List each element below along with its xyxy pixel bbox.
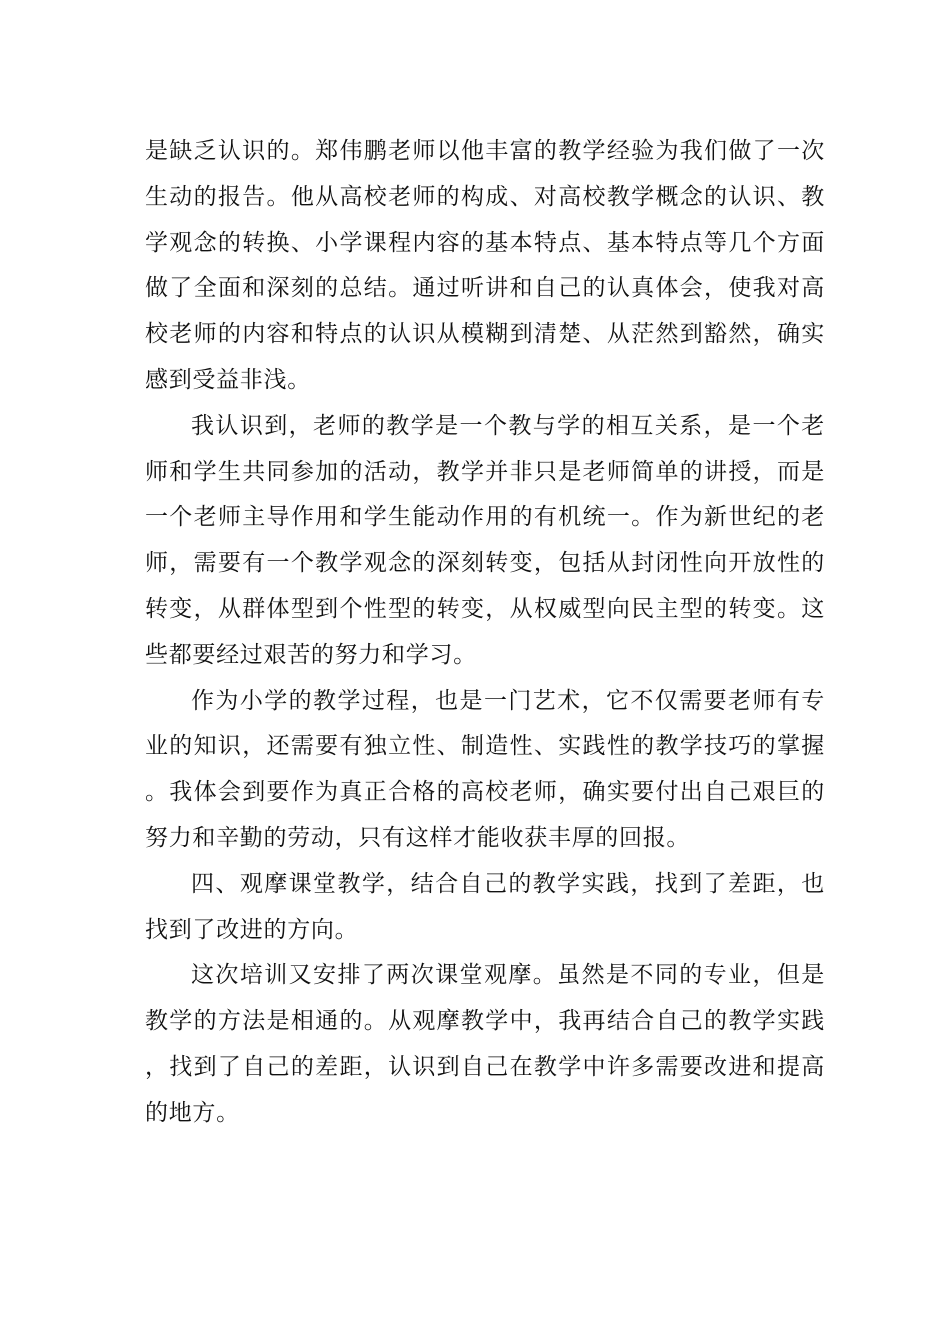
document-body [145,129,825,1137]
paragraph-3: 作为小学的教学过程，也是一门艺术，它不仅需要老师有专业的知识，还需要有独立性、制造性、实践性的教学技巧的掌握。我体会到要作为真正合格的高校老师，确实要付出自己艰巨的努力和辛勤的劳动，只有这样才能收获丰厚的回报。 [145,687,825,851]
paragraph-1: 是缺乏认识的。郑伟鹏老师以他丰富的教学经验为我们做了一次生动的报告。他从高校老师的构成、对高校教学概念的认识、教学观念的转换、小学课程内容的基本特点、基本特点等几个方面做了全面和深刻的总结。通过听讲和自己的认真体会，使我对高校老师的内容和特点的认识从模糊到清楚、从茫然到豁然，确实感到受益非浅。 [145,138,825,393]
paragraph-2: 我认识到，老师的教学是一个教与学的相互关系，是一个老师和学生共同参加的活动，教学并非只是老师简单的讲授，而是一个老师主导作用和学生能动作用的有机统一。作为新世纪的老师，需要有一个教学观念的深刻转变，包括从封闭性向开放性的转变，从群体型到个性型的转变，从权威型向民主型的转变。这些都要经过艰苦的努力和学习。 [145,412,825,668]
paragraph-5: 这次培训又安排了两次课堂观摩。虽然是不同的专业，但是教学的方法是相通的。从观摩教学中，我再结合自己的教学实践，找到了自己的差距，认识到自己在教学中许多需要改进和提高的地方。 [145,962,825,1126]
paragraph-4-heading: 四、观摩课堂教学，结合自己的教学实践，找到了差距，也找到了改进的方向。 [145,870,825,943]
